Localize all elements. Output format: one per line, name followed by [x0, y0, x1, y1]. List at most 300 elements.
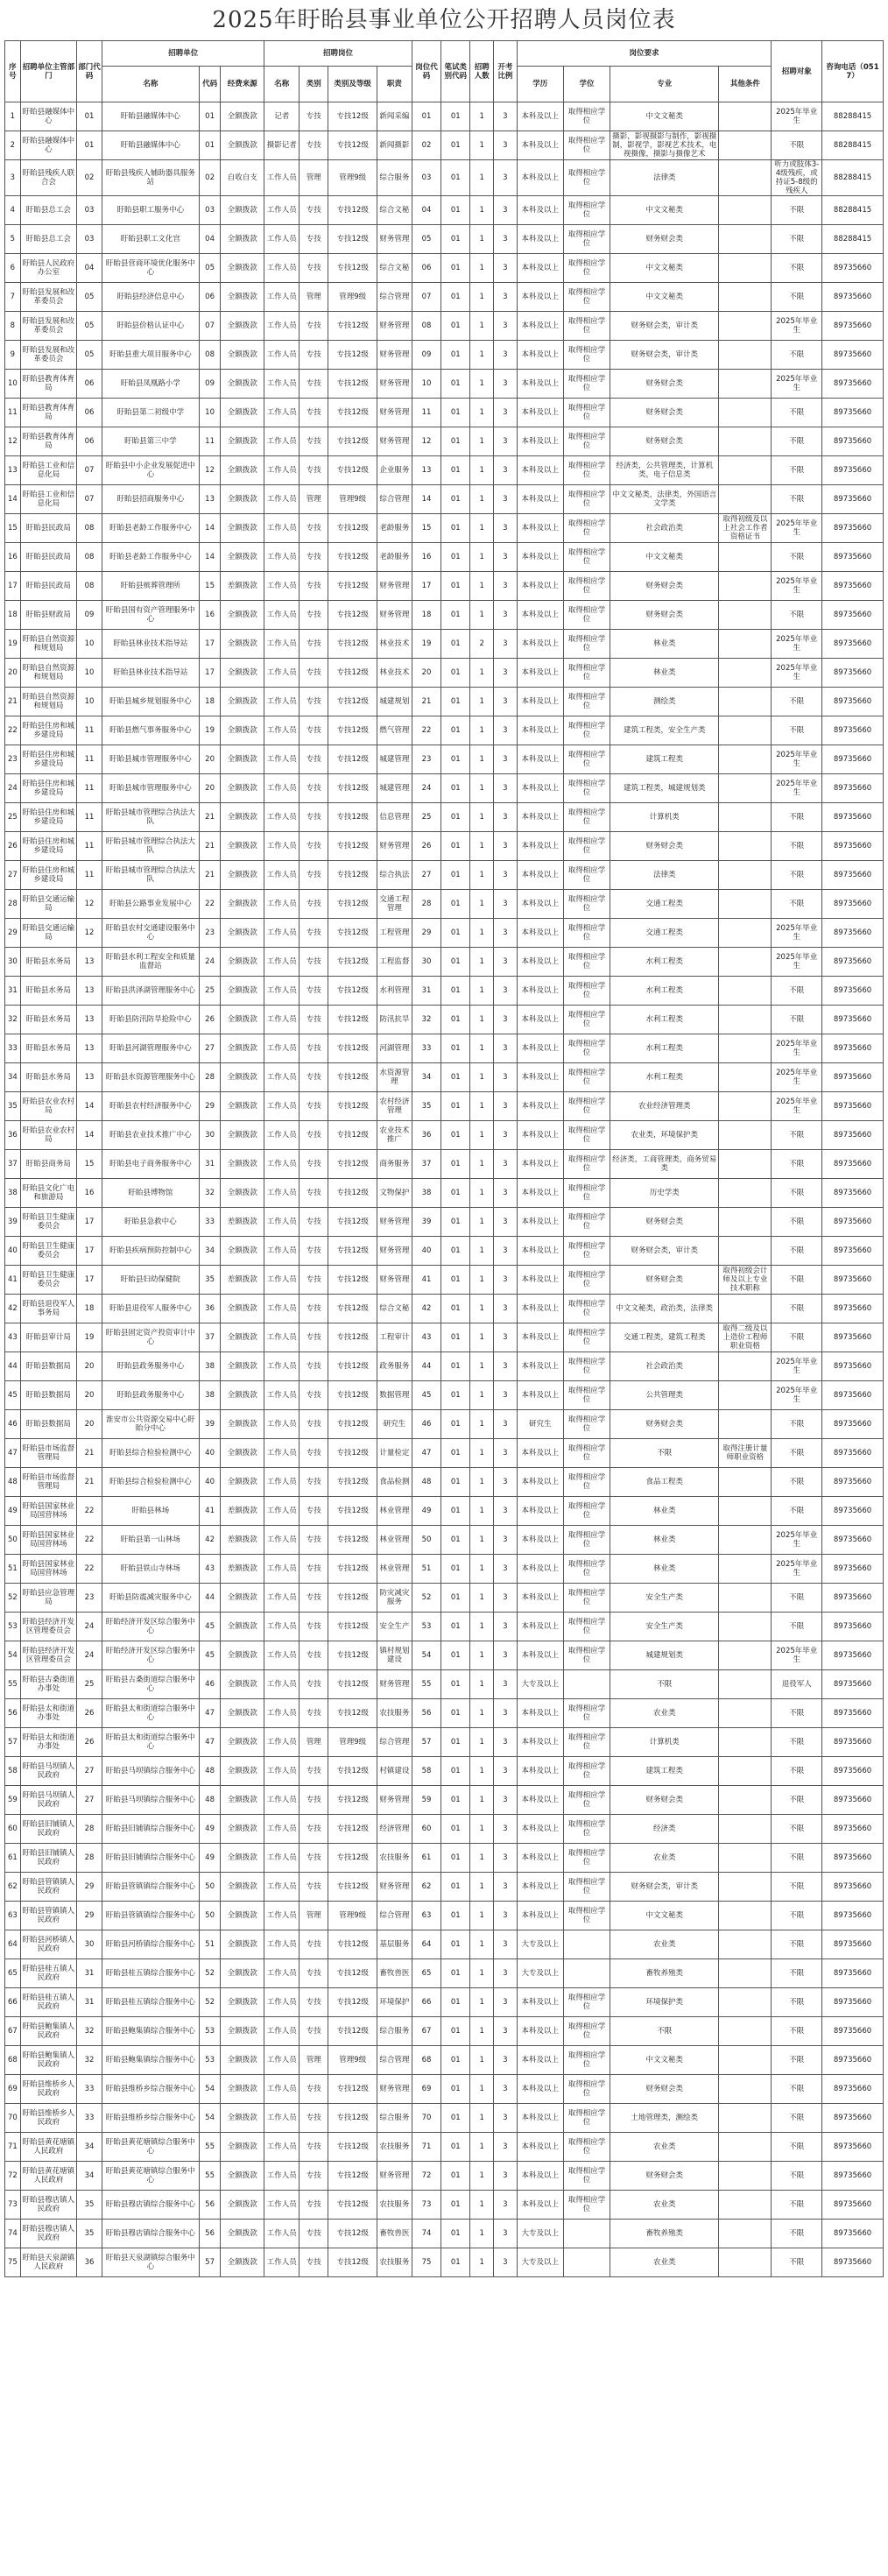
table-cell: 盱眙县疾病预防控制中心 — [102, 1237, 199, 1266]
table-cell: 全额拨款 — [221, 399, 264, 427]
table-cell: 经济类，工商管理类，商务贸易类 — [610, 1150, 719, 1179]
table-cell: 32 — [77, 2017, 102, 2046]
table-cell: 农村经济管理 — [377, 1092, 412, 1121]
table-cell: 01 — [441, 1844, 470, 1873]
table-cell: 45 — [412, 1381, 440, 1410]
table-row — [5, 919, 884, 948]
table-cell — [719, 1641, 772, 1670]
table-row — [5, 861, 884, 890]
table-cell: 73 — [412, 2191, 440, 2220]
table-cell: 农业类 — [610, 2248, 719, 2277]
table-cell: 26 — [77, 1699, 102, 1728]
table-cell: 不限 — [772, 1323, 822, 1352]
table-cell: 14 — [77, 1121, 102, 1150]
table-cell: 全额拨款 — [221, 1034, 264, 1063]
table-cell: 畜牧养殖类 — [610, 1959, 719, 1988]
table-cell: 不限 — [772, 1815, 822, 1844]
table-cell: 盱眙经济开发区综合服务中心 — [102, 1641, 199, 1670]
table-row — [5, 1237, 884, 1266]
table-cell: 20 — [412, 659, 440, 688]
table-cell: 3 — [494, 1237, 518, 1266]
table-cell: 本科及以上 — [517, 2046, 563, 2075]
table-cell: 专技12级 — [328, 1815, 377, 1844]
table-cell: 不限 — [772, 456, 822, 485]
table-cell: 01 — [441, 399, 470, 427]
header-funding: 经费来源 — [221, 67, 264, 102]
table-cell: 不限 — [772, 716, 822, 745]
table-cell: 全额拨款 — [221, 514, 264, 543]
table-cell: 70 — [5, 2104, 21, 2133]
table-cell: 本科及以上 — [517, 196, 563, 225]
table-cell: 48 — [5, 1468, 21, 1497]
table-cell: 01 — [441, 1497, 470, 1526]
table-cell: 3 — [494, 1728, 518, 1757]
table-cell: 工作人员 — [264, 160, 300, 196]
table-cell: 专技 — [300, 948, 328, 977]
table-cell: 专技 — [300, 659, 328, 688]
table-cell: 摄影，影视摄影与制作，影视摄制，影视学，影视艺术技术，电视摄像，摄影与摄像艺术 — [610, 131, 719, 160]
table-cell: 29 — [199, 1092, 220, 1121]
table-cell: 89735660 — [822, 1208, 884, 1237]
table-cell: 66 — [412, 1988, 440, 2017]
table-cell: 本科及以上 — [517, 861, 563, 890]
table-cell: 工作人员 — [264, 1323, 300, 1352]
table-cell: 财务财会类 — [610, 1786, 719, 1815]
table-cell: 盱眙县城市管理服务中心 — [102, 774, 199, 803]
table-cell: 不限 — [772, 1179, 822, 1208]
table-cell — [719, 1063, 772, 1092]
table-row — [5, 1902, 884, 1930]
table-cell: 1 — [470, 1381, 494, 1410]
table-cell: 中文文秘类 — [610, 196, 719, 225]
table-cell: 3 — [494, 1295, 518, 1323]
table-cell — [719, 1179, 772, 1208]
table-cell: 3 — [494, 427, 518, 456]
table-cell: 52 — [199, 1988, 220, 2017]
table-cell: 专技 — [300, 2162, 328, 2191]
table-row — [5, 1699, 884, 1728]
table-cell: 34 — [77, 2162, 102, 2191]
table-cell: 工作人员 — [264, 630, 300, 659]
table-cell: 13 — [412, 456, 440, 485]
table-cell: 盱眙县马坝镇综合服务中心 — [102, 1757, 199, 1786]
table-cell: 2025年毕业生 — [772, 572, 822, 601]
table-cell: 55 — [412, 1670, 440, 1699]
table-cell: 取得相应学位 — [563, 1208, 610, 1237]
table-cell — [719, 2133, 772, 2162]
table-cell: 本科及以上 — [517, 1179, 563, 1208]
table-cell: 盱眙县国家林业局国营林场 — [20, 1526, 76, 1555]
table-cell: 专技12级 — [328, 1295, 377, 1323]
table-cell: 取得相应学位 — [563, 601, 610, 630]
table-cell: 01 — [441, 225, 470, 254]
table-cell: 本科及以上 — [517, 688, 563, 716]
table-cell: 工作人员 — [264, 2075, 300, 2104]
table-cell: 全额拨款 — [221, 1121, 264, 1150]
table-cell: 89735660 — [822, 1150, 884, 1179]
table-cell: 3 — [494, 2104, 518, 2133]
table-cell: 17 — [5, 572, 21, 601]
table-cell — [719, 1497, 772, 1526]
table-cell: 61 — [412, 1844, 440, 1873]
table-cell: 1 — [470, 1121, 494, 1150]
table-cell: 3 — [494, 832, 518, 861]
table-cell: 03 — [77, 196, 102, 225]
table-cell: 49 — [412, 1497, 440, 1526]
table-cell: 专技 — [300, 1786, 328, 1815]
table-cell: 取得相应学位 — [563, 1902, 610, 1930]
table-cell: 32 — [5, 1006, 21, 1034]
table-cell: 89735660 — [822, 2248, 884, 2277]
table-cell: 3 — [494, 572, 518, 601]
table-cell: 全额拨款 — [221, 1641, 264, 1670]
table-cell: 工程管理 — [377, 919, 412, 948]
table-cell: 52 — [5, 1584, 21, 1613]
table-cell — [719, 1670, 772, 1699]
table-cell: 49 — [199, 1815, 220, 1844]
table-cell — [719, 1902, 772, 1930]
table-cell: 33 — [5, 1034, 21, 1063]
table-cell: 盱眙县鲍集镇综合服务中心 — [102, 2017, 199, 2046]
table-cell: 01 — [441, 803, 470, 832]
table-cell: 44 — [412, 1352, 440, 1381]
table-cell: 89735660 — [822, 832, 884, 861]
table-cell: 3 — [494, 919, 518, 948]
table-cell: 工作人员 — [264, 341, 300, 370]
table-cell: 取得相应学位 — [563, 1323, 610, 1352]
table-cell: 3 — [494, 1266, 518, 1295]
table-cell: 不限 — [772, 427, 822, 456]
table-cell: 财务管理 — [377, 370, 412, 399]
table-cell: 本科及以上 — [517, 630, 563, 659]
table-cell: 盱眙县水利工程安全和质量监督站 — [102, 948, 199, 977]
table-cell: 老龄服务 — [377, 543, 412, 572]
table-cell: 工作人员 — [264, 2017, 300, 2046]
table-cell: 01 — [441, 1699, 470, 1728]
table-cell: 89735660 — [822, 688, 884, 716]
table-cell: 89735660 — [822, 1381, 884, 1410]
table-cell: 专技 — [300, 1092, 328, 1121]
table-cell: 工作人员 — [264, 2046, 300, 2075]
table-cell: 3 — [494, 1439, 518, 1468]
table-cell: 本科及以上 — [517, 601, 563, 630]
table-cell: 89735660 — [822, 1815, 884, 1844]
table-cell: 89735660 — [822, 774, 884, 803]
table-cell: 10 — [412, 370, 440, 399]
table-cell: 取得相应学位 — [563, 1468, 610, 1497]
table-cell — [719, 1699, 772, 1728]
table-cell: 取得相应学位 — [563, 2017, 610, 2046]
table-cell: 林业类 — [610, 1555, 719, 1584]
table-cell: 25 — [412, 803, 440, 832]
table-cell: 工作人员 — [264, 832, 300, 861]
table-cell: 中文文秘类 — [610, 543, 719, 572]
table-cell: 37 — [199, 1323, 220, 1352]
table-cell: 1 — [470, 745, 494, 774]
table-cell: 67 — [5, 2017, 21, 2046]
table-cell: 不限 — [772, 2220, 822, 2248]
table-cell: 本科及以上 — [517, 1613, 563, 1641]
table-cell: 中文文秘类 — [610, 102, 719, 131]
table-cell: 全额拨款 — [221, 427, 264, 456]
table-cell: 35 — [77, 2220, 102, 2248]
table-cell: 盱眙县太和街道综合服务中心 — [102, 1699, 199, 1728]
table-cell: 林业管理 — [377, 1555, 412, 1584]
table-cell: 本科及以上 — [517, 456, 563, 485]
table-row — [5, 2162, 884, 2191]
table-cell: 1 — [470, 1930, 494, 1959]
table-cell — [719, 2191, 772, 2220]
table-cell: 01 — [441, 312, 470, 341]
table-cell: 取得相应学位 — [563, 1555, 610, 1584]
table-cell: 不限 — [772, 254, 822, 283]
table-cell: 01 — [441, 1208, 470, 1237]
table-cell: 取得相应学位 — [563, 919, 610, 948]
table-cell: 本科及以上 — [517, 1352, 563, 1381]
table-cell: 管理 — [300, 485, 328, 514]
table-cell: 本科及以上 — [517, 427, 563, 456]
table-cell: 71 — [412, 2133, 440, 2162]
table-cell: 3 — [494, 1641, 518, 1670]
table-cell: 89735660 — [822, 1988, 884, 2017]
table-cell: 89735660 — [822, 948, 884, 977]
table-cell — [719, 803, 772, 832]
table-cell: 专技12级 — [328, 131, 377, 160]
table-cell: 73 — [5, 2191, 21, 2220]
table-cell: 3 — [494, 1555, 518, 1584]
table-cell: 15 — [5, 514, 21, 543]
table-cell: 3 — [494, 1034, 518, 1063]
table-cell: 1 — [470, 1150, 494, 1179]
table-cell: 工作人员 — [264, 1497, 300, 1526]
table-cell: 本科及以上 — [517, 1526, 563, 1555]
table-cell: 89735660 — [822, 1266, 884, 1295]
table-cell: 财务管理 — [377, 2075, 412, 2104]
table-cell: 镇村规划建设 — [377, 1641, 412, 1670]
table-cell: 盱眙县古桑街道综合服务中心 — [102, 1670, 199, 1699]
table-cell: 盱眙县教育体育局 — [20, 427, 76, 456]
table-cell: 财务管理 — [377, 427, 412, 456]
table-cell: 中文文秘类 — [610, 283, 719, 312]
table-cell: 取得相应学位 — [563, 196, 610, 225]
table-cell: 1 — [470, 977, 494, 1006]
table-cell: 本科及以上 — [517, 2075, 563, 2104]
table-cell: 专技 — [300, 977, 328, 1006]
table-cell: 21 — [412, 688, 440, 716]
table-cell: 环境保护类 — [610, 1988, 719, 2017]
table-cell: 专技12级 — [328, 1873, 377, 1902]
table-cell: 05 — [77, 341, 102, 370]
table-cell: 专技 — [300, 1988, 328, 2017]
table-row — [5, 1410, 884, 1439]
table-cell: 89735660 — [822, 254, 884, 283]
table-cell — [719, 1034, 772, 1063]
table-cell: 20 — [5, 659, 21, 688]
table-cell: 56 — [5, 1699, 21, 1728]
table-cell: 1 — [470, 2075, 494, 2104]
table-cell: 3 — [494, 803, 518, 832]
table-cell: 专技 — [300, 131, 328, 160]
table-cell: 27 — [412, 861, 440, 890]
table-cell — [719, 1786, 772, 1815]
table-cell: 经济类，公共管理类，计算机类，电子信息类 — [610, 456, 719, 485]
table-cell: 林业类 — [610, 630, 719, 659]
table-cell: 60 — [5, 1815, 21, 1844]
table-cell: 盱眙县凤凰路小学 — [102, 370, 199, 399]
table-cell: 新闻采编 — [377, 102, 412, 131]
table-cell: 20 — [199, 745, 220, 774]
table-cell: 盱眙县管镇镇综合服务中心 — [102, 1873, 199, 1902]
table-cell: 取得相应学位 — [563, 1006, 610, 1034]
table-cell: 54 — [199, 2075, 220, 2104]
table-cell: 46 — [5, 1410, 21, 1439]
table-cell: 盱眙县经济信息中心 — [102, 283, 199, 312]
table-cell: 林业管理 — [377, 1526, 412, 1555]
table-cell: 工作人员 — [264, 1034, 300, 1063]
table-cell: 不限 — [772, 131, 822, 160]
table-cell: 工作人员 — [264, 456, 300, 485]
table-cell: 9 — [5, 341, 21, 370]
table-cell: 01 — [441, 1670, 470, 1699]
table-cell: 不限 — [772, 485, 822, 514]
table-cell: 不限 — [772, 1930, 822, 1959]
table-cell: 专技 — [300, 1584, 328, 1613]
table-cell: 89735660 — [822, 1410, 884, 1439]
table-cell: 11 — [77, 803, 102, 832]
table-cell: 专技 — [300, 1266, 328, 1295]
table-cell: 89735660 — [822, 1179, 884, 1208]
table-cell: 取得相应学位 — [563, 1613, 610, 1641]
table-cell: 3 — [494, 688, 518, 716]
table-cell: 本科及以上 — [517, 1728, 563, 1757]
table-cell: 盱眙县价格认证中心 — [102, 312, 199, 341]
table-cell: 不限 — [772, 890, 822, 919]
table-cell — [719, 456, 772, 485]
table-cell — [719, 688, 772, 716]
table-cell — [719, 131, 772, 160]
table-cell: 盱眙县公路事业发展中心 — [102, 890, 199, 919]
table-cell: 31 — [412, 977, 440, 1006]
table-cell: 工作人员 — [264, 861, 300, 890]
table-cell: 取得相应学位 — [563, 890, 610, 919]
table-cell: 水资源管理 — [377, 1063, 412, 1092]
table-cell: 1 — [470, 1063, 494, 1092]
table-cell: 01 — [441, 2046, 470, 2075]
table-cell: 综合管理 — [377, 283, 412, 312]
table-cell: 本科及以上 — [517, 1902, 563, 1930]
table-cell: 1 — [470, 601, 494, 630]
table-cell: 盱眙县马坝镇综合服务中心 — [102, 1786, 199, 1815]
table-cell — [719, 948, 772, 977]
table-cell: 29 — [412, 919, 440, 948]
table-cell: 12 — [5, 427, 21, 456]
table-cell: 05 — [199, 254, 220, 283]
table-cell: 农业类 — [610, 1844, 719, 1873]
table-cell: 03 — [199, 196, 220, 225]
table-cell: 专技 — [300, 630, 328, 659]
table-cell: 1 — [470, 370, 494, 399]
table-cell: 中文文秘类，法律类，外国语言文学类 — [610, 485, 719, 514]
table-cell: 13 — [77, 1034, 102, 1063]
table-cell: 盱眙县黄花塘镇人民政府 — [20, 2162, 76, 2191]
table-cell: 取得二级及以上造价工程师职业资格 — [719, 1323, 772, 1352]
table-cell: 本科及以上 — [517, 2133, 563, 2162]
table-cell: 盱眙县天泉湖镇人民政府 — [20, 2248, 76, 2277]
header-seq: 序号 — [5, 41, 21, 102]
table-cell: 数据管理 — [377, 1381, 412, 1410]
table-cell: 专技12级 — [328, 2104, 377, 2133]
table-cell: 林业管理 — [377, 1497, 412, 1526]
table-cell: 03 — [77, 225, 102, 254]
table-cell: 3 — [494, 1410, 518, 1439]
table-cell: 本科及以上 — [517, 1757, 563, 1786]
table-cell: 3 — [494, 1497, 518, 1526]
table-cell — [719, 341, 772, 370]
table-cell: 工作人员 — [264, 745, 300, 774]
table-cell: 40 — [412, 1237, 440, 1266]
table-cell — [719, 1584, 772, 1613]
table-cell: 财务财会类 — [610, 399, 719, 427]
table-cell: 盱眙县天泉湖镇综合服务中心 — [102, 2248, 199, 2277]
table-cell: 专技12级 — [328, 1266, 377, 1295]
table-cell: 89735660 — [822, 2191, 884, 2220]
table-cell: 专技12级 — [328, 1092, 377, 1121]
table-cell: 3 — [494, 1208, 518, 1237]
table-cell: 专技 — [300, 1381, 328, 1410]
table-cell: 林业类 — [610, 659, 719, 688]
table-cell: 42 — [199, 1526, 220, 1555]
table-cell — [719, 312, 772, 341]
table-cell: 3 — [494, 861, 518, 890]
table-cell: 本科及以上 — [517, 341, 563, 370]
table-cell: 11 — [77, 774, 102, 803]
table-cell: 盱眙县国家林业局国营林场 — [20, 1497, 76, 1526]
header-post-group: 招聘岗位 — [264, 41, 412, 67]
table-cell: 盱眙县太和街道办事处 — [20, 1728, 76, 1757]
header-unit-name: 名称 — [102, 67, 199, 102]
table-cell: 27 — [5, 861, 21, 890]
table-cell: 01 — [441, 485, 470, 514]
table-cell: 3 — [494, 1930, 518, 1959]
table-cell: 记者 — [264, 102, 300, 131]
table-cell: 专技12级 — [328, 1179, 377, 1208]
table-cell: 工作人员 — [264, 1584, 300, 1613]
table-row — [5, 716, 884, 745]
table-row — [5, 1006, 884, 1034]
table-cell: 全额拨款 — [221, 2104, 264, 2133]
table-row — [5, 659, 884, 688]
table-cell: 财务财会类 — [610, 1410, 719, 1439]
table-cell: 32 — [199, 1179, 220, 1208]
table-row — [5, 774, 884, 803]
table-row — [5, 1063, 884, 1092]
table-cell: 本科及以上 — [517, 225, 563, 254]
table-cell: 1 — [470, 1295, 494, 1323]
table-cell: 差额拨款 — [221, 1526, 264, 1555]
table-cell: 88288415 — [822, 160, 884, 196]
table-cell: 1 — [470, 1526, 494, 1555]
table-cell: 专技 — [300, 1295, 328, 1323]
table-cell: 环境保护 — [377, 1988, 412, 2017]
table-cell: 75 — [5, 2248, 21, 2277]
table-cell — [719, 160, 772, 196]
table-cell — [719, 745, 772, 774]
table-cell: 56 — [199, 2191, 220, 2220]
table-cell: 财务管理 — [377, 1873, 412, 1902]
table-cell: 摄影记者 — [264, 131, 300, 160]
table-cell: 盱眙县市场监督管理局 — [20, 1439, 76, 1468]
table-cell: 盱眙县城市管理综合执法大队 — [102, 861, 199, 890]
